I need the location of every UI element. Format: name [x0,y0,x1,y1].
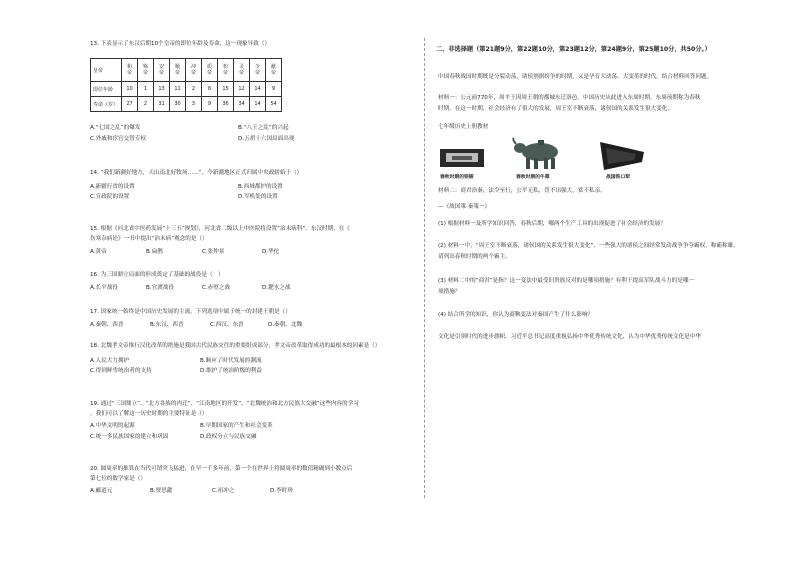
q17-option-b: B.东汉、西晋 [150,322,184,328]
q14-option-c: C.宣政院的设置 [90,194,130,200]
q17-option-c: C.西汉、东晋 [210,322,244,328]
intro-paragraph: 中国春秋战国时期既是分裂动荡、诸侯割据纷争的时期，又是孕育大动荡、大变革的时代，结合材料回答问题。 [438,74,713,80]
table-row [91,97,282,112]
table-row [91,59,282,82]
iron-plough-image [596,138,648,172]
caption-iron-spade: 春秋时期的铁锸 [440,175,474,180]
q19-stem-line1: 19. 通过“三国鼎立”、“北方各族的内迁”、“江南地区的开发”、“北魏统治和北方民族大交融”这些内容的学习 [90,401,359,407]
q13-option-d: D.五胡十六国局面出现 [238,136,295,142]
q16-option-c: C.赤壁之战 [202,285,231,291]
table-cell: 3 [186,97,202,112]
q15-option-b: B.扁鹊 [146,249,163,255]
table-cell: 8 [202,82,218,97]
q15-stem-line1: 15. 根据《河北省中医药发展“十三五”规划》，河北省二级以上中医院将设置“治未病科”。东汉时期，在《 [90,226,350,232]
q13-option-b: B.“八王之乱”的兴起 [238,125,289,131]
table-header-cell: 少帝 [254,64,260,76]
q14-stem: 14. “我们新疆好地方，天山南北好牧场……”。今新疆地区正式归属中央政辖始于（） [90,170,303,176]
table-cell: 31 [154,97,170,112]
table-header-cell: 安帝 [158,64,164,76]
q16-option-a: A.长平战役 [90,285,118,291]
subquestion-2-line2: 请列出春秋时期的两个霸主。 [438,254,511,260]
table-cell: 15 [218,82,234,97]
q19-option-a: A.中华文明的起源 [90,423,135,429]
q19-option-c: C.统一多民族国家的建立和巩固 [90,434,169,440]
table-header-cell: 灵帝 [238,64,244,76]
table-header-cell: 冲帝 [190,64,196,76]
material1-line2: 时期。在这一时期，社会经济有了很大的发展，周王室不断衰落，诸侯国的关系发生很大变化。 [438,106,673,112]
caption-iron-plough: 战国铁口犁 [606,175,630,180]
caption-ox-zun: 春秋时期的牛尊 [516,175,550,180]
table-cell: 36 [218,97,234,112]
table-cell: 30 [170,97,186,112]
q17-stem: 17. 国家统一始终是中国历史发展的主流。下列选项中属于统一的封建王朝是（） [90,309,291,315]
material1-source: 七年级历史上册教材 [438,124,489,130]
ox-zun-image [512,136,568,172]
q13-table [90,58,282,112]
table-header-cell: 皇帝 [91,59,122,82]
q20-option-c: C.祖冲之 [212,488,235,494]
table-row-label: 即位年龄 [91,82,122,97]
next-question-text: 文化是引领时代的进步旗帜。习近平总书记高度重视弘扬中华优秀传统文化，认为中华优秀传统文化是中华 [438,334,701,340]
table-cell: 2 [138,97,154,112]
table-header-cell: 献帝 [270,64,276,76]
q20-stem-line2: 第七位的数学家是（） [90,476,146,482]
table-cell: 10 [122,82,138,97]
table-cell: 54 [266,97,282,112]
q17-option-a: A.秦朝、西晋 [90,322,124,328]
table-header-cell: 桓帝 [222,64,228,76]
section-title: 二、非选择题（第21题9分，第22题10分，第23题12分，第24题9分，第25题10分，共50分。） [436,46,711,53]
subquestion-3-line2: 项措施？ [438,289,461,295]
q14-option-d: D.军机处的设置 [238,194,278,200]
table-cell: 13 [154,82,170,97]
table-header-cell: 质帝 [206,64,212,76]
q13-option-a: A.“七国之乱”的爆发 [90,125,141,131]
table-cell: 2 [186,82,202,97]
q13-option-c: C.外戚和宦官交替专权 [90,136,147,142]
q15-option-a: A.黄帝 [90,249,107,255]
table-cell: 12 [234,82,250,97]
material2-text: 材料二：商君治秦，法令至行，公平无私，罚不讳强大，赏不私亲。 [438,188,606,194]
subquestion-3-line1: (3) 材料二中的“商君”是指？这一变法中最受旧贵族反对的是哪项措施？有利于提高军队战斗力的是哪一 [438,278,695,284]
table-cell: 14 [250,97,266,112]
q18-stem: 18. 北魏孝文帝推行汉化改革的措施是我国古代民族交往的重要组成部分，孝文帝改革取得成功的最根本的因素是（） [90,343,381,349]
q19-option-d: D.政权分立与民族交融 [200,434,257,440]
iron-spade-image [438,146,486,170]
q18-option-b: B.顺应了时代发展的潮流 [200,358,262,364]
subquestion-2-line1: (2) 材料一中，“周王室不断衰落，诸侯国的关系发生很大变化”，一些强大的诸侯之间经常发动战争争夺霸权，称霸称雄。 [438,243,739,249]
q15-option-c: C.张仲景 [202,249,225,255]
q17-option-d: D.秦朝、北魏 [268,322,303,328]
table-cell: 11 [170,82,186,97]
material2-source: —《战国策·秦策一》 [438,204,491,210]
q19-option-b: B.早期国家的产生和社会变革 [200,423,273,429]
q20-stem-line1: 20. 圆周率的推算在当代可谓突飞猛进，在早一千多年前，第一个在世界上将圆周率的数值精确到小数点后 [90,466,353,472]
table-header-cell: 和帝 [126,64,132,76]
q13-stem: 13. 下表显示了东汉后期10个皇帝的即位年龄及寿命，这一现象导致（） [90,41,271,47]
table-row-label: 寿命（岁） [91,97,122,112]
table-cell: 1 [138,82,154,97]
table-cell: 34 [234,97,250,112]
q20-option-a: A.郦道元 [90,488,113,494]
q16-option-d: D.淝水之战 [262,285,291,291]
q14-option-a: A.新疆行省的设置 [90,184,135,190]
column-divider [424,38,425,498]
q15-option-d: D.华佗 [262,249,280,255]
q18-option-c: C.得到鲜卑统治者的支持 [90,368,152,374]
table-header-cell: 顺帝 [174,64,180,76]
table-cell: 9 [202,97,218,112]
q18-option-a: A.人民大力拥护 [90,358,130,364]
q15-stem-line2: 伤寒杂病论》一书中提出“治未病”观念的是（） [90,236,208,242]
q14-option-b: B.西域都护的设置 [238,184,283,190]
table-row [91,82,282,97]
material1-line1: 材料一：公元前770年，周平王因周王朝的都城东迁洛邑。中国历史从此进入东周时期。东周前期称为春秋 [438,95,701,101]
subquestion-4: (4) 结合所学的知识，你认为商鞅变法对秦国产生了什么影响？ [438,312,594,318]
table-cell: 27 [122,97,138,112]
table-cell: 14 [250,82,266,97]
q16-stem: 16. 为三国鼎立局面的形成奠定了基础的战役是（ ） [90,272,224,278]
table-cell: 9 [266,82,282,97]
q20-option-d: D.李时珍 [270,488,293,494]
q16-option-b: B.官渡战役 [146,285,174,291]
q18-option-d: D.维护了统治阶级的利益 [200,368,263,374]
q19-stem-line2: ，我们可以了解这一历史时期的主要特征是（） [90,411,208,417]
q20-option-b: B.贾思勰 [150,488,173,494]
subquestion-1: (1) 根据材料一及所学知识回答，春秋后期，哪两个生产工具的出现促进了社会经济的发展？ [438,221,666,227]
table-header-cell: 殇帝 [142,64,148,76]
